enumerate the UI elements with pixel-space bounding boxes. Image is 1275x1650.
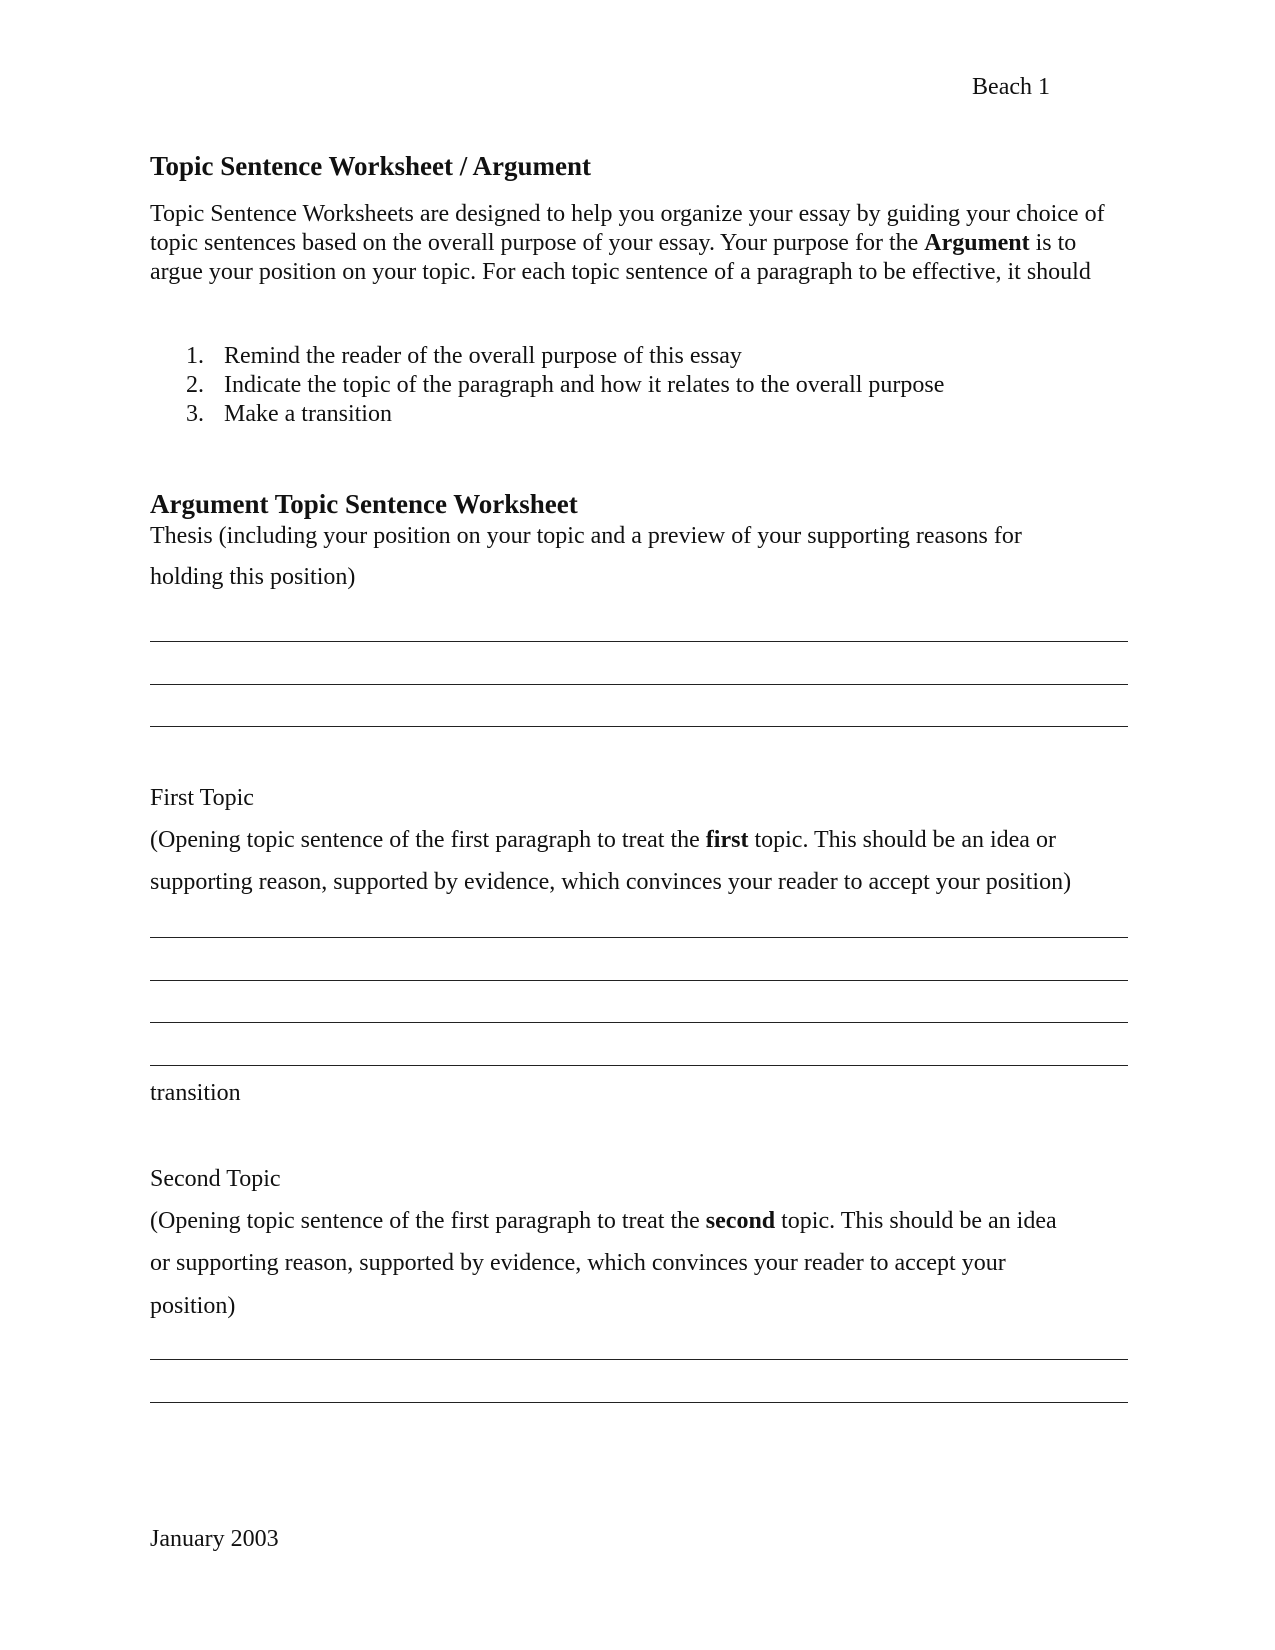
first-topic-prompt-bold: first	[705, 827, 749, 853]
second-topic-answer-line-1[interactable]	[150, 1359, 1128, 1360]
list-item-number: 3.	[186, 401, 204, 427]
footer-date: January 2003	[150, 1526, 279, 1552]
list-item-number: 2.	[186, 372, 204, 398]
first-topic-prompt-line-2: supporting reason, supported by evidence, which convinces your reader to accept your position)	[150, 869, 1072, 895]
first-topic-answer-line-4[interactable]	[150, 1065, 1128, 1066]
intro-text-1: Topic Sentence Worksheets are designed to help you organize your essay by guiding your choice of topic sentences based on the overall purpose of your essay. Your purpose for the	[150, 201, 1105, 256]
second-topic-label: Second Topic	[150, 1166, 281, 1192]
second-topic-prompt-text-a: (Opening topic sentence of the first paragraph to treat the	[150, 1208, 706, 1234]
second-topic-prompt-line-1	[150, 1206, 1057, 1236]
intro-paragraph	[150, 200, 1135, 287]
section-title: Argument Topic Sentence Worksheet	[150, 489, 578, 519]
list-item-text: Remind the reader of the overall purpose of this essay	[224, 343, 742, 369]
second-topic-prompt-line-2: or supporting reason, supported by evidence, which convinces your reader to accept your	[150, 1250, 1006, 1276]
list-item-text: Indicate the topic of the paragraph and how it relates to the overall purpose	[224, 372, 945, 398]
first-topic-prompt-text-a: (Opening topic sentence of the first paragraph to treat the	[150, 827, 706, 853]
thesis-answer-line-3[interactable]	[150, 726, 1128, 727]
page-header-ref: Beach 1	[972, 74, 1050, 100]
list-item-text: Make a transition	[224, 401, 392, 427]
second-topic-prompt-text-b: topic. This should be an idea	[775, 1208, 1057, 1234]
first-topic-label: First Topic	[150, 785, 254, 811]
list-item	[150, 342, 944, 371]
thesis-answer-line-2[interactable]	[150, 684, 1128, 685]
criteria-list	[150, 342, 944, 429]
list-item-number: 1.	[186, 343, 204, 369]
first-topic-answer-line-1[interactable]	[150, 937, 1128, 938]
thesis-prompt-line-2: holding this position)	[150, 564, 356, 590]
intro-bold-argument: Argument	[924, 230, 1030, 256]
second-topic-answer-line-2[interactable]	[150, 1402, 1128, 1403]
intro-text-2: is to argue your position on your topic. For each topic sentence of a paragraph to be effective, it should	[150, 230, 1091, 285]
first-topic-prompt-text-b: topic. This should be an idea or	[748, 827, 1056, 853]
second-topic-prompt-bold: second	[705, 1208, 776, 1234]
second-topic-prompt-line-3: position)	[150, 1293, 236, 1319]
list-item	[150, 400, 944, 429]
thesis-prompt-line-1: Thesis (including your position on your topic and a preview of your supporting reasons for	[150, 523, 1022, 549]
thesis-answer-line-1[interactable]	[150, 641, 1128, 642]
worksheet-title: Topic Sentence Worksheet / Argument	[150, 151, 592, 181]
first-topic-answer-line-2[interactable]	[150, 980, 1128, 981]
transition-label: transition	[150, 1080, 241, 1106]
list-item	[150, 371, 944, 400]
first-topic-answer-line-3[interactable]	[150, 1022, 1128, 1023]
first-topic-prompt-line-1	[150, 825, 1056, 855]
